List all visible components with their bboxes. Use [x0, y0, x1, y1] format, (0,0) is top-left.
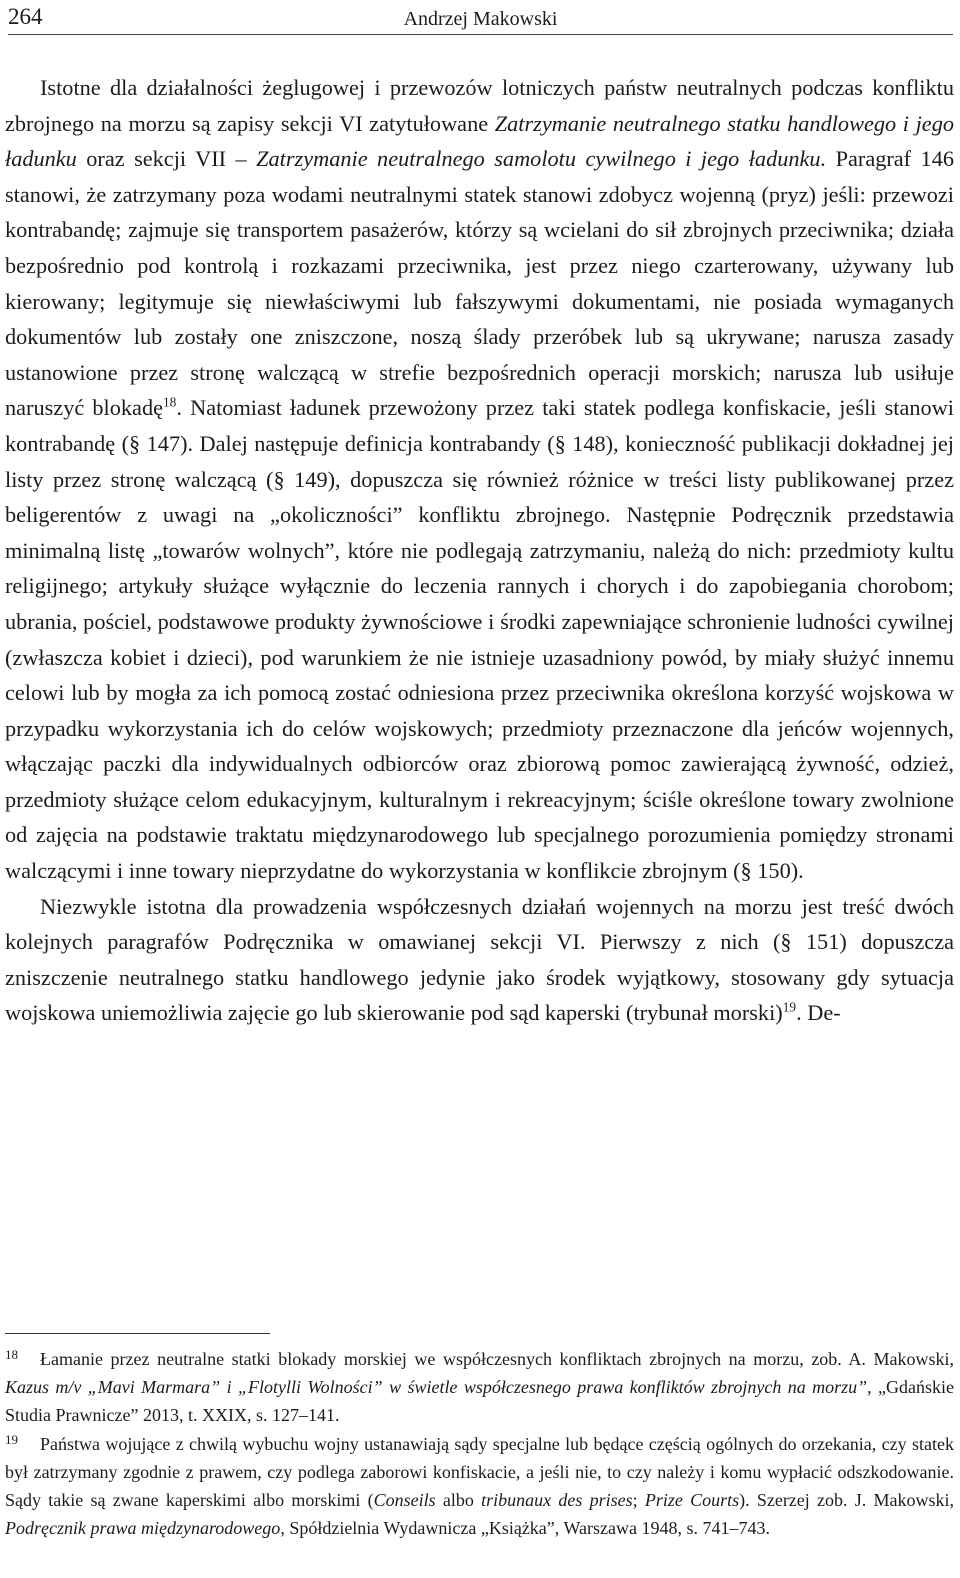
text-run: . De-	[796, 1000, 841, 1026]
footnotes	[5, 1345, 954, 1542]
section-title-italic: Zatrzymanie neutralnego statku handlowego i jego ładunku	[5, 110, 954, 172]
term-italic: Conseils	[373, 1490, 436, 1511]
footnote-number: 18	[5, 1347, 18, 1362]
section-title-italic: Zatrzymanie neutralnego samolotu cywilnego i jego ładunku.	[256, 146, 827, 172]
header-rule	[8, 34, 953, 35]
paragraph-1	[5, 70, 954, 889]
term-italic: tribunaux des prises	[481, 1490, 633, 1511]
page-number: 264	[8, 4, 43, 29]
footnote-number: 19	[5, 1431, 18, 1447]
text-run: Łamanie przez neutralne statki blokady morskiej we współczesnych konfliktach zbrojnych na morzu, zob. A. Makowski,	[40, 1349, 954, 1369]
text-run: , „Gdańskie Studia Prawnicze” 2013, t. XXIX, s. 127–141.	[5, 1377, 954, 1426]
text-run: , Spółdzielnia Wydawnicza „Książka”, Warszawa 1948, s. 741–743.	[280, 1518, 770, 1539]
text-run: . Natomiast ładunek przewożony przez taki statek podlega konfiskacie, jeśli stanowi kontrabandę (§ 147). Dalej następuje definicja kontrabandy (§ 148), konieczność publikacji dokładnej jej listy przez stronę walczącą (§ 149), dopuszcza się również różnice w treści listy publikowanej przez beligerentów z uwagi na „okoliczności” konfliktu zbrojnego. Następnie Podręcznik przedstawia minimalną listę „towarów wolnych”, które nie podlegają zatrzymaniu, należą do nich: przedmioty kultu religijnego; artykuły służące wyłącznie do leczenia rannych i chorych i do zapobiegania chorobom; ubrania, pościel, podstawowe produkty żywnościowe i środki zapewniające schronienie ludności cywilnej (zwłaszcza kobiet i dzieci), pod warunkiem że nie istnieje uzasadniony powód, by miały służyć innemu celowi lub by mogła za ich pomocą zostać odniesiona przez przeciwnika określona korzyść wojskowa w przypadku wykorzystania ich do celów wojskowych; przedmioty przeznaczone dla jeńców wojennych, włączając paczki dla indywidualnych odbiorców oraz zbiorową pomoc zawierającą żywność, odzież, przedmioty służące celom edukacyjnym, kulturalnym i rekreacyjnym; ściśle określone towary zwolnione od zajęcia na podstawie traktatu międzynarodowego lub specjalnego porozumienia pomiędzy stronami walczącymi i inne towary nieprzydatne do wykorzystania w konflikcie zbrojnym (§ 150).	[5, 395, 954, 884]
paragraph-2	[5, 889, 954, 1031]
text-run: ). Szerzej zob. J. Makowski,	[739, 1490, 955, 1511]
text-run: albo	[435, 1490, 482, 1511]
footnote-18	[5, 1345, 954, 1430]
text-run: Paragraf 146 stanowi, że zatrzymany poza wodami neutralnymi statek stanowi zdobycz wojenną (pryz) jeśli: przewozi kontrabandę; zajmuje się transportem pasażerów, którzy są wcielani do sił zbrojnych przeciwnika; działa bezpośrednio pod kontrolą i rozkazami przeciwnika, jest przez niego czarterowany, używany lub kierowany; legitymuje się niewłaściwymi lub fałszywymi dokumentami, nie posiada wymaganych dokumentów lub zostały one zniszczone, noszą ślady przeróbek lub są ukrywane; narusza zasady ustanowione przez stronę walczącą w strefie bezpośrednich operacji morskich; narusza lub usiłuje naruszyć blokadę	[5, 146, 954, 421]
footnote-ref-18[interactable]: 18	[163, 394, 177, 410]
term-italic: Prize Courts	[644, 1490, 740, 1511]
main-text	[5, 70, 954, 1031]
footnote-19	[5, 1430, 954, 1543]
text-run: Państwa wojujące z chwilą wybuchu wojny ustanawiają sądy specjalne lub będące częścią ogólnych do orzekania, czy statek był zatrzymany zgodnie z prawem, czy podlega zaborowi konfiskacie, a jeśli nie, to czy należy i komu wypłacić odszkodowanie. Sądy takie są zwane kaperskimi albo morskimi (	[5, 1433, 954, 1511]
running-head-author: Andrzej Makowski	[403, 8, 558, 30]
text-run: ;	[632, 1490, 645, 1511]
footnote-separator	[5, 1333, 270, 1334]
text-run: oraz sekcji VII –	[76, 146, 257, 172]
citation-title-italic: Kazus m/v „Mavi Marmara” i „Flotylli Wolności” w świetle współczesnego prawa konfliktów zbrojnych na morzu”	[5, 1377, 868, 1398]
footnote-ref-19[interactable]: 19	[782, 1000, 797, 1016]
text-run: Niezwykle istotna dla prowadzenia współczesnych działań wojennych na morzu jest treść dwóch kolejnych paragrafów Podręcznika w omawianej sekcji VI. Pierwszy z nich (§ 151) dopuszcza zniszczenie neutralnego statku handlowego jedynie jako środek wyjątkowy, stosowany gdy sytuacja wojskowa uniemożliwia zajęcie go lub skierowanie pod sąd kaperski (trybunał morski)	[5, 893, 954, 1026]
citation-title-italic: Podręcznik prawa międzynarodowego	[5, 1518, 281, 1539]
page-header	[8, 4, 953, 32]
text-run: Istotne dla działalności żeglugowej i przewozów lotniczych państw neutralnych podczas konfliktu zbrojnego na morzu są zapisy sekcji VI zatytułowane	[5, 75, 954, 136]
